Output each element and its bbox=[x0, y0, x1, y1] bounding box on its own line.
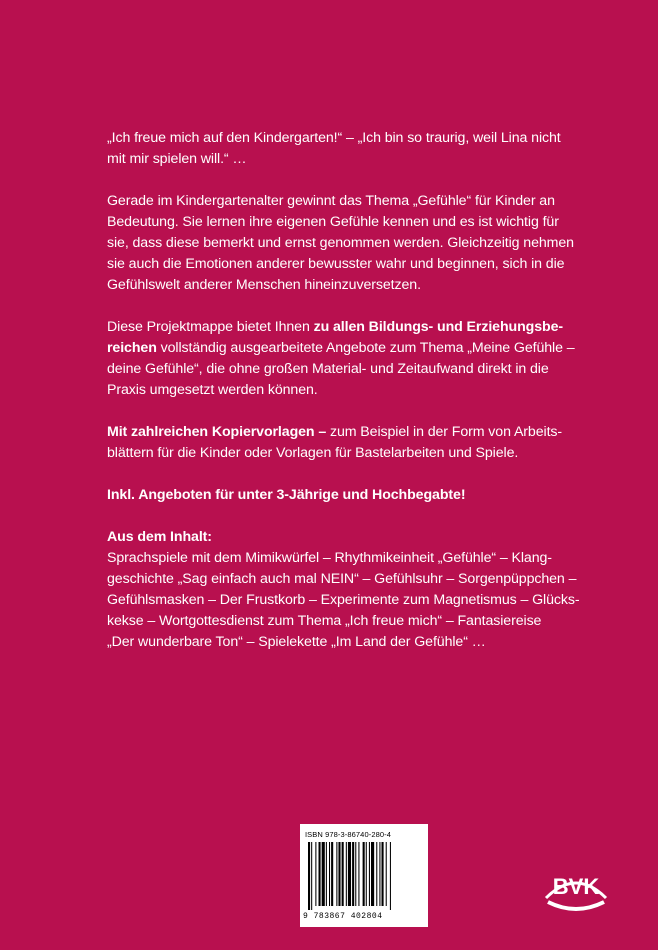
text-line bbox=[107, 233, 577, 254]
barcode-digits: 9 783867 402804 bbox=[303, 912, 383, 921]
barcode-bar bbox=[348, 842, 351, 906]
text-run: „Ich freue mich auf den Kindergarten!“ – „Ich bin so traurig, weil Lina nicht bbox=[107, 130, 561, 146]
text-line bbox=[107, 254, 577, 275]
paragraph bbox=[107, 317, 577, 401]
barcode-bar bbox=[319, 842, 321, 906]
barcode-bar bbox=[336, 842, 337, 906]
bold-text: zu allen Bildungs- und Erziehungsbe- bbox=[313, 319, 564, 335]
barcode-bar bbox=[376, 842, 377, 906]
text-line bbox=[107, 380, 577, 401]
text-line bbox=[107, 338, 577, 359]
paragraph bbox=[107, 128, 577, 170]
text-line bbox=[107, 632, 577, 653]
text-line bbox=[107, 611, 577, 632]
text-run: vollständig ausgearbeitete Angebote zum Thema „Meine Gefühle – bbox=[156, 340, 575, 356]
isbn-barcode bbox=[300, 824, 428, 927]
barcode-bar bbox=[326, 842, 327, 906]
bold-text: Mit zahlreichen Kopiervorlagen – bbox=[107, 424, 327, 440]
barcode-bar bbox=[338, 842, 340, 906]
logo-text: BVK bbox=[552, 874, 600, 899]
text-run: sie auch die Emotionen anderer bewusster wahr und beginnen, sich in die bbox=[107, 256, 565, 272]
barcode-bar bbox=[390, 842, 391, 910]
barcode-bar bbox=[342, 842, 344, 906]
text-line bbox=[107, 191, 577, 212]
blurb-text bbox=[107, 128, 580, 653]
paragraph bbox=[107, 191, 577, 296]
barcode-bar bbox=[369, 842, 370, 906]
barcode-bar bbox=[311, 842, 312, 910]
text-line bbox=[107, 443, 577, 464]
text-line bbox=[107, 548, 577, 569]
barcode-bar bbox=[386, 842, 387, 906]
text-line bbox=[107, 359, 577, 380]
barcode-bar bbox=[371, 842, 374, 906]
text-run: „Der wunderbare Ton“ – Spielekette „Im Land der Gefühle“ … bbox=[107, 634, 486, 650]
barcode-bar bbox=[352, 842, 354, 906]
barcode-bar bbox=[308, 842, 310, 910]
text-run: deine Gefühle“, die ohne großen Material- und Zeitaufwand direkt in die bbox=[107, 361, 549, 377]
barcode-bar bbox=[382, 842, 384, 906]
barcode-bar bbox=[358, 842, 359, 906]
text-run: Diese Projektmappe bietet Ihnen bbox=[107, 319, 314, 335]
paragraph bbox=[107, 527, 580, 653]
text-line bbox=[107, 149, 577, 170]
text-line bbox=[107, 527, 577, 548]
text-line bbox=[107, 485, 577, 506]
paragraph bbox=[107, 485, 577, 506]
text-run: kekse – Wortgottesdienst zum Thema „Ich freue mich“ – Fantasiereise bbox=[107, 613, 542, 629]
barcode-bar bbox=[379, 842, 380, 906]
barcode-bar bbox=[355, 842, 356, 906]
text-run: geschichte „Sag einfach auch mal NEIN“ – Gefühlsuhr – Sorgenpüppchen – bbox=[107, 571, 577, 587]
text-run: mit mir spielen will.“ … bbox=[107, 151, 247, 167]
text-run: zum Beispiel in der Form von Arbeits- bbox=[326, 424, 563, 440]
text-run: Gefühlswelt anderer Menschen hineinzuversetzen. bbox=[107, 277, 421, 293]
barcode-bars bbox=[308, 842, 420, 910]
bold-text: Aus dem Inhalt: bbox=[107, 529, 212, 545]
text-line bbox=[107, 317, 577, 338]
text-run: Sprachspiele mit dem Mimikwürfel – Rhythmikeinheit „Gefühle“ – Klang- bbox=[107, 550, 552, 566]
barcode-bar bbox=[331, 842, 333, 906]
barcode-bar bbox=[329, 842, 330, 906]
text-run: Gerade im Kindergartenalter gewinnt das Thema „Gefühle“ für Kinder an bbox=[107, 193, 555, 209]
barcode-bar bbox=[315, 842, 316, 906]
barcode-bar bbox=[322, 842, 325, 906]
isbn-label: ISBN 978-3-86740-280-4 bbox=[305, 830, 392, 839]
text-run: Bedeutung. Sie lernen ihre eigenen Gefühle kennen und es ist wichtig für bbox=[107, 214, 559, 230]
bvk-logo bbox=[540, 858, 612, 918]
text-run: Praxis umgesetzt werden können. bbox=[107, 382, 318, 398]
text-run: blättern für die Kinder oder Vorlagen für Bastelarbeiten und Spiele. bbox=[107, 445, 519, 461]
bold-text: reichen bbox=[107, 340, 157, 356]
barcode-bar bbox=[366, 842, 367, 906]
text-line bbox=[107, 212, 577, 233]
bold-text: Inkl. Angeboten für unter 3-Jährige und Hochbegabte! bbox=[107, 487, 466, 503]
paragraph bbox=[107, 422, 577, 464]
text-line bbox=[107, 275, 577, 296]
text-line bbox=[107, 128, 577, 149]
text-line bbox=[107, 569, 577, 590]
text-run: Gefühlsmasken – Der Frustkorb – Experimente zum Magnetismus – Glücks- bbox=[107, 592, 580, 608]
barcode-bar bbox=[363, 842, 365, 906]
text-line bbox=[107, 590, 580, 611]
barcode-bar bbox=[346, 842, 347, 906]
text-line bbox=[107, 422, 577, 443]
text-run: sie, dass diese bemerkt und ernst genommen werden. Gleichzeitig nehmen bbox=[107, 235, 574, 251]
